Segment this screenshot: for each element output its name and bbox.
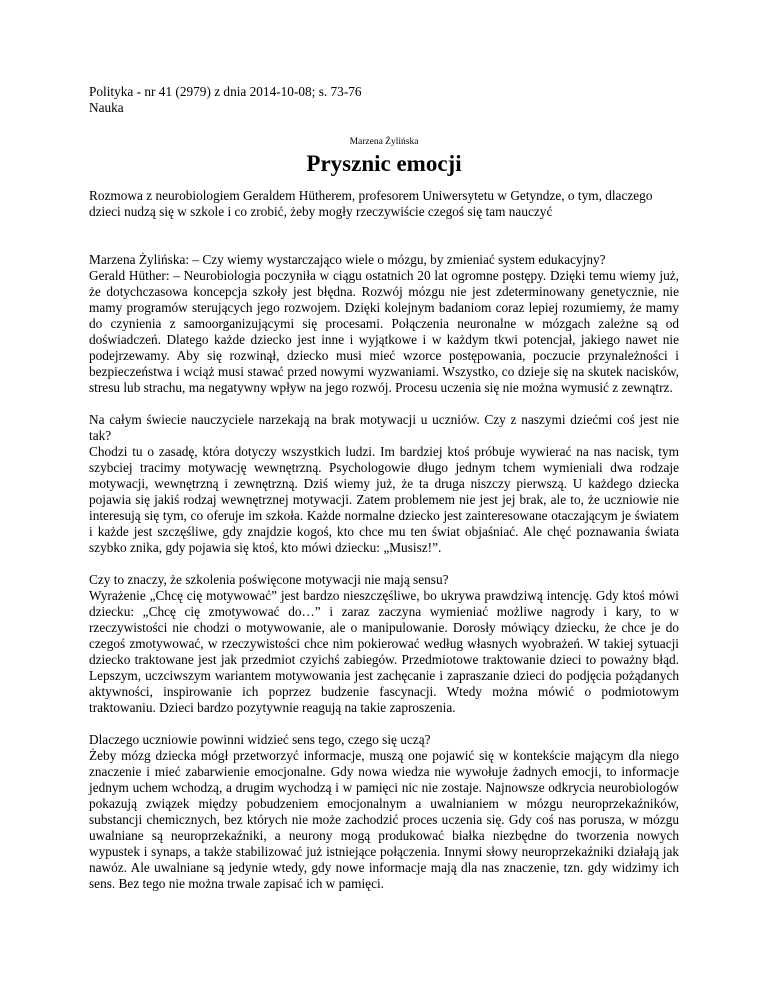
intro-answer: Gerald Hüther: – Neurobiologia poczyniła w ciągu ostatnich 20 lat ogromne postępy. Dzięki temu wiemy już, że dotychczasowa koncepcja szkoły jest błędna. Rozwój mózgu nie jest zdeterminowany genetycznie, nie mamy programów sterujących jego rozwojem. Dzięki kolejnym badaniom coraz lepiej rozumiemy, że mamy do czynienia z samoorganizującymi się procesami. Połączenia neuronalne w mózgach zależne są od doświadczeń. Dlatego każde dziecko jest inne i wyjątkowe i w każdym tkwi potencjał, jakiego nawet nie podejrzewamy. Aby się rozwinął, dziecko musi mieć wzorce postępowania, poczucie przynależności i bezpieczeństwa i wciąż musi stawać przed nowymi wyzwaniami. Wszystko, co dzieje się na skutek nacisków, stresu lub strachu, ma negatywny wpływ na jego rozwój. Procesu uczenia się nie można wymusić z zewnątrz. [89,268,679,395]
document-page [89,84,679,892]
section-line: Nauka [89,100,124,115]
qa-answer-1: Chodzi tu o zasadę, która dotyczy wszystkich ludzi. Im bardziej ktoś próbuje wywierać na nas nacisk, tym szybciej tracimy motywację wewnętrzną. Psychologowie długo jednym tchem wymieniali dwa rodzaje motywacji, wewnętrzną i zewnętrzną. Dziś wiemy już, że ta druga niszczy pierwszą. U każdego dziecka pojawia się jakiś rodzaj wewnętrznej motywacji. Zatem problemem nie jest jej brak, ale to, że uczniowie nie interesują się tym, co oferuje im szkoła. Każde normalne dziecko jest zainteresowane otaczającym je światem i każde jest szczęśliwe, gdy znajdzie kogoś, kto chce mu ten świat objaśniać. Ale chęć poznawania świata szybko znika, gdy pojawia się ktoś, kto mówi dziecku: „Musisz!”. [89,444,679,555]
qa-question-3: Dlaczego uczniowie powinni widzieć sens tego, czego się uczą? [89,732,431,747]
article-lead: Rozmowa z neurobiologiem Geraldem Hütherem, profesorem Uniwersytetu w Getyndze, o tym, dlaczego dzieci nudzą się w szkole i co zrobić, żeby mogły rzeczywiście czegoś się tam nauczyć [89,188,653,219]
spacer [89,556,679,572]
author-byline: Marzena Żylińska [349,137,419,147]
qa-answer-2: Wyrażenie „Chcę cię motywować” jest bardzo nieszczęśliwe, bo ukrywa prawdziwą intencję. Gdy ktoś mówi dziecku: „Chcę cię zmotywować do…” i zaraz zaczyna wymieniać możliwe nagrody i kary, to w rzeczywistości nie chodzi o motywowanie, ale o manipulowanie. Dorosły mówiący dziecku, że chce je do czegoś zmotywować, w rzeczywistości chce nim pokierować według własnych wyobrażeń. W takiej sytuacji dziecko traktowane jest jak przedmiot czyichś zabiegów. Przedmiotowe traktowanie dzieci to poważny błąd. Lepszym, uczciwszym wariantem motywowania jest zachęcanie i zapraszanie dzieci do podjęcia pożądanych aktywności, inspirowanie ich poprzez budzenie fascynacji. Wtedy można mówić o podmiotowym traktowaniu. Dzieci bardzo pozytywnie reagują na takie zaproszenia. [89,588,679,715]
qa-question-2: Czy to znaczy, że szkolenia poświęcone motywacji nie mają sensu? [89,572,449,587]
spacer [89,716,679,732]
qa-question-1: Na całym świecie nauczyciele narzekają na brak motywacji u uczniów. Czy z naszymi dziećmi coś jest nie tak? [89,412,679,443]
article-title: Prysznic emocji [306,151,462,176]
spacer [89,396,679,412]
spacer [89,220,679,252]
qa-answer-3: Żeby mózg dziecka mógł przetworzyć informacje, muszą one pojawić się w kontekście mającym dla niego znaczenie i mieć zabarwienie emocjonalne. Gdy nowa wiedza nie wywołuje żadnych emocji, to informacje jednym uchem wchodzą, a drugim wychodzą i w pamięci nic nie zostaje. Najnowsze odkrycia neurobiologów pokazują związek między pobudzeniem emocjonalnym a uwalnianiem w mózgu neuroprzekaźników, substancji chemicznych, bez których nie może zachodzić proces uczenia się. Gdy coś nas porusza, w mózgu uwalniane są neuroprzekaźniki, a neurony mogą produkować białka niezbędne do tworzenia nowych wypustek i synaps, a także stabilizować już istniejące połączenia. Innymi słowy neuroprzekaźniki działają jak nawóz. Ale uwalniane są jedynie wtedy, gdy nowe informacje mają dla nas znaczenie, tzn. gdy widzimy ich sens. Bez tego nie można trwale zapisać ich w pamięci. [89,748,679,891]
intro-question: Marzena Żylińska: – Czy wiemy wystarczająco wiele o mózgu, by zmieniać system edukacyjny? [89,252,606,267]
source-line: Polityka - nr 41 (2979) z dnia 2014-10-08; s. 73-76 [89,84,362,99]
